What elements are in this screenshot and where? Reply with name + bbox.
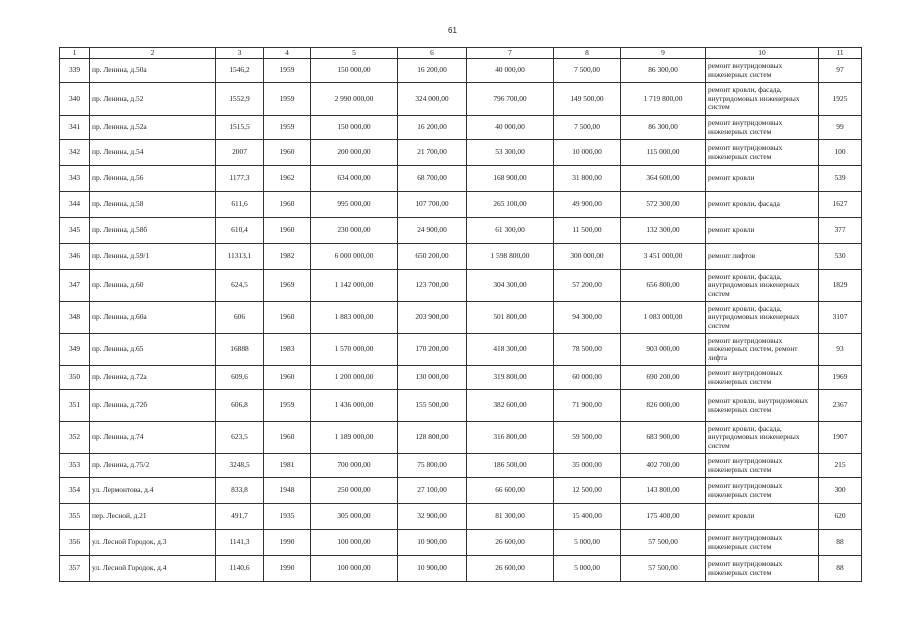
area-cell: 1140,6 (216, 556, 264, 582)
cost-col9-cell: 402 700,00 (621, 454, 706, 478)
cost-col7-cell: 382 600,00 (467, 390, 554, 422)
cost-col7-cell: 796 700,00 (467, 83, 554, 116)
work-type-cell: ремонт кровли (706, 504, 819, 530)
table-row (60, 422, 862, 454)
year-cell: 1960 (264, 192, 311, 218)
total-cost-cell: 150 000,00 (311, 59, 398, 83)
address-cell: пр. Ленина, д.50а (90, 59, 216, 83)
row-number-cell: 347 (60, 270, 90, 302)
address-cell: ул. Лесной Городок, д.4 (90, 556, 216, 582)
area-cell: 833,8 (216, 478, 264, 504)
address-cell: ул. Лермонтова, д.4 (90, 478, 216, 504)
year-cell: 1959 (264, 59, 311, 83)
header-cell-6: 6 (398, 48, 467, 59)
cost-col8-cell: 7 500,00 (554, 116, 621, 140)
work-type-cell: ремонт внутридомовых инженерных систем, ремонт лифта (706, 334, 819, 366)
total-cost-cell: 250 000,00 (311, 478, 398, 504)
total-cost-cell: 305 000,00 (311, 504, 398, 530)
area-cell: 609,6 (216, 366, 264, 390)
row-number-cell: 345 (60, 218, 90, 244)
cost-col6-cell: 123 700,00 (398, 270, 467, 302)
area-cell: 1546,2 (216, 59, 264, 83)
cost-col6-cell: 203 900,00 (398, 302, 467, 334)
table-row (60, 218, 862, 244)
cost-col7-cell: 40 000,00 (467, 116, 554, 140)
cost-col9-cell: 115 000,00 (621, 140, 706, 166)
header-cell-5: 5 (311, 48, 398, 59)
header-cell-2: 2 (90, 48, 216, 59)
year-cell: 1959 (264, 390, 311, 422)
col11-cell: 215 (819, 454, 862, 478)
total-cost-cell: 6 000 000,00 (311, 244, 398, 270)
row-number-cell: 352 (60, 422, 90, 454)
row-number-cell: 357 (60, 556, 90, 582)
area-cell: 1515,5 (216, 116, 264, 140)
address-cell: пр. Ленина, д.54 (90, 140, 216, 166)
header-cell-9: 9 (621, 48, 706, 59)
col11-cell: 300 (819, 478, 862, 504)
row-number-cell: 355 (60, 504, 90, 530)
col11-cell: 93 (819, 334, 862, 366)
area-cell: 624,5 (216, 270, 264, 302)
area-cell: 606,8 (216, 390, 264, 422)
cost-col9-cell: 3 451 000,00 (621, 244, 706, 270)
table-row (60, 116, 862, 140)
area-cell: 1141,3 (216, 530, 264, 556)
cost-col6-cell: 27 100,00 (398, 478, 467, 504)
col11-cell: 539 (819, 166, 862, 192)
header-cell-4: 4 (264, 48, 311, 59)
row-number-cell: 351 (60, 390, 90, 422)
col11-cell: 97 (819, 59, 862, 83)
col11-cell: 99 (819, 116, 862, 140)
total-cost-cell: 700 000,00 (311, 454, 398, 478)
table-row (60, 166, 862, 192)
cost-col7-cell: 81 300,00 (467, 504, 554, 530)
table-row (60, 192, 862, 218)
page-number: 61 (448, 26, 457, 35)
table-row (60, 334, 862, 366)
table-row (60, 454, 862, 478)
address-cell: пер. Лесной, д.21 (90, 504, 216, 530)
header-cell-8: 8 (554, 48, 621, 59)
cost-col8-cell: 12 500,00 (554, 478, 621, 504)
col11-cell: 377 (819, 218, 862, 244)
year-cell: 1935 (264, 504, 311, 530)
table-row (60, 556, 862, 582)
row-number-cell: 349 (60, 334, 90, 366)
cost-col9-cell: 57 500,00 (621, 556, 706, 582)
cost-col9-cell: 364 600,00 (621, 166, 706, 192)
table-row (60, 302, 862, 334)
year-cell: 1959 (264, 83, 311, 116)
total-cost-cell: 230 000,00 (311, 218, 398, 244)
cost-col8-cell: 49 900,00 (554, 192, 621, 218)
cost-col6-cell: 75 800,00 (398, 454, 467, 478)
work-type-cell: ремонт кровли, фасада (706, 192, 819, 218)
col11-cell: 100 (819, 140, 862, 166)
cost-col7-cell: 501 800,00 (467, 302, 554, 334)
row-number-cell: 340 (60, 83, 90, 116)
cost-col6-cell: 650 200,00 (398, 244, 467, 270)
total-cost-cell: 2 990 000,00 (311, 83, 398, 116)
cost-col7-cell: 40 000,00 (467, 59, 554, 83)
col11-cell: 620 (819, 504, 862, 530)
table-row (60, 504, 862, 530)
cost-col9-cell: 1 719 800,00 (621, 83, 706, 116)
year-cell: 1960 (264, 422, 311, 454)
total-cost-cell: 100 000,00 (311, 530, 398, 556)
total-cost-cell: 1 189 000,00 (311, 422, 398, 454)
address-cell: пр. Ленина, д.59/1 (90, 244, 216, 270)
cost-col8-cell: 5 000,00 (554, 556, 621, 582)
area-cell: 11313,1 (216, 244, 264, 270)
area-cell: 16888 (216, 334, 264, 366)
cost-col9-cell: 690 200,00 (621, 366, 706, 390)
col11-cell: 2367 (819, 390, 862, 422)
total-cost-cell: 634 000,00 (311, 166, 398, 192)
cost-col7-cell: 66 600,00 (467, 478, 554, 504)
cost-col8-cell: 11 500,00 (554, 218, 621, 244)
row-number-cell: 348 (60, 302, 90, 334)
cost-col7-cell: 186 500,00 (467, 454, 554, 478)
work-type-cell: ремонт внутридомовых инженерных систем (706, 140, 819, 166)
area-cell: 2007 (216, 140, 264, 166)
cost-col8-cell: 7 500,00 (554, 59, 621, 83)
work-type-cell: ремонт внутридомовых инженерных систем (706, 366, 819, 390)
cost-col7-cell: 265 100,00 (467, 192, 554, 218)
year-cell: 1969 (264, 270, 311, 302)
year-cell: 1990 (264, 556, 311, 582)
cost-col9-cell: 132 300,00 (621, 218, 706, 244)
area-cell: 611,6 (216, 192, 264, 218)
address-cell: пр. Ленина, д.72а (90, 366, 216, 390)
row-number-cell: 341 (60, 116, 90, 140)
col11-cell: 1907 (819, 422, 862, 454)
cost-col8-cell: 78 500,00 (554, 334, 621, 366)
total-cost-cell: 1 200 000,00 (311, 366, 398, 390)
total-cost-cell: 200 000,00 (311, 140, 398, 166)
table-row (60, 59, 862, 83)
header-row (60, 48, 862, 59)
cost-col6-cell: 324 000,00 (398, 83, 467, 116)
cost-col9-cell: 86 300,00 (621, 116, 706, 140)
address-cell: ул. Лесной Городок, д.3 (90, 530, 216, 556)
col11-cell: 1829 (819, 270, 862, 302)
year-cell: 1990 (264, 530, 311, 556)
cost-col6-cell: 16 200,00 (398, 59, 467, 83)
area-cell: 1552,9 (216, 83, 264, 116)
year-cell: 1982 (264, 244, 311, 270)
area-cell: 491,7 (216, 504, 264, 530)
cost-col9-cell: 86 300,00 (621, 59, 706, 83)
work-type-cell: ремонт кровли, фасада, внутридомовых инженерных систем (706, 302, 819, 334)
table-row (60, 390, 862, 422)
total-cost-cell: 1 142 000,00 (311, 270, 398, 302)
row-number-cell: 342 (60, 140, 90, 166)
row-number-cell: 354 (60, 478, 90, 504)
address-cell: пр. Ленина, д.56 (90, 166, 216, 192)
cost-col9-cell: 143 800,00 (621, 478, 706, 504)
address-cell: пр. Ленина, д.52 (90, 83, 216, 116)
cost-col7-cell: 319 800,00 (467, 366, 554, 390)
cost-col6-cell: 32 900,00 (398, 504, 467, 530)
cost-col6-cell: 130 000,00 (398, 366, 467, 390)
total-cost-cell: 1 570 000,00 (311, 334, 398, 366)
header-cell-11: 11 (819, 48, 862, 59)
year-cell: 1962 (264, 166, 311, 192)
cost-col6-cell: 68 700,00 (398, 166, 467, 192)
cost-col6-cell: 155 500,00 (398, 390, 467, 422)
work-type-cell: ремонт внутридомовых инженерных систем (706, 556, 819, 582)
header-cell-3: 3 (216, 48, 264, 59)
total-cost-cell: 995 000,00 (311, 192, 398, 218)
cost-col8-cell: 10 000,00 (554, 140, 621, 166)
address-cell: пр. Ленина, д.52а (90, 116, 216, 140)
table-row (60, 270, 862, 302)
area-cell: 606 (216, 302, 264, 334)
cost-col8-cell: 71 900,00 (554, 390, 621, 422)
cost-col8-cell: 31 800,00 (554, 166, 621, 192)
row-number-cell: 356 (60, 530, 90, 556)
col11-cell: 1925 (819, 83, 862, 116)
year-cell: 1948 (264, 478, 311, 504)
repair-table (59, 47, 862, 582)
cost-col7-cell: 1 598 800,00 (467, 244, 554, 270)
row-number-cell: 346 (60, 244, 90, 270)
year-cell: 1960 (264, 140, 311, 166)
cost-col8-cell: 59 500,00 (554, 422, 621, 454)
cost-col6-cell: 10 900,00 (398, 556, 467, 582)
address-cell: пр. Ленина, д.65 (90, 334, 216, 366)
cost-col9-cell: 572 300,00 (621, 192, 706, 218)
table-row (60, 140, 862, 166)
cost-col8-cell: 35 000,00 (554, 454, 621, 478)
cost-col7-cell: 26 600,00 (467, 556, 554, 582)
cost-col9-cell: 57 500,00 (621, 530, 706, 556)
col11-cell: 1627 (819, 192, 862, 218)
table-row (60, 478, 862, 504)
area-cell: 610,4 (216, 218, 264, 244)
area-cell: 1177,3 (216, 166, 264, 192)
row-number-cell: 344 (60, 192, 90, 218)
row-number-cell: 343 (60, 166, 90, 192)
work-type-cell: ремонт внутридомовых инженерных систем (706, 59, 819, 83)
work-type-cell: ремонт внутридомовых инженерных систем (706, 454, 819, 478)
cost-col8-cell: 5 000,00 (554, 530, 621, 556)
area-cell: 3248,5 (216, 454, 264, 478)
work-type-cell: ремонт кровли, внутридомовых инженерных систем (706, 390, 819, 422)
table-row (60, 530, 862, 556)
col11-cell: 1969 (819, 366, 862, 390)
cost-col8-cell: 94 300,00 (554, 302, 621, 334)
cost-col7-cell: 418 300,00 (467, 334, 554, 366)
cost-col6-cell: 128 800,00 (398, 422, 467, 454)
header-cell-1: 1 (60, 48, 90, 59)
address-cell: пр. Ленина, д.60а (90, 302, 216, 334)
cost-col7-cell: 53 300,00 (467, 140, 554, 166)
table-row (60, 366, 862, 390)
address-cell: пр. Ленина, д.58 (90, 192, 216, 218)
total-cost-cell: 150 000,00 (311, 116, 398, 140)
work-type-cell: ремонт лифтов (706, 244, 819, 270)
cost-col8-cell: 300 000,00 (554, 244, 621, 270)
work-type-cell: ремонт внутридомовых инженерных систем (706, 116, 819, 140)
cost-col6-cell: 16 200,00 (398, 116, 467, 140)
cost-col9-cell: 683 900,00 (621, 422, 706, 454)
cost-col8-cell: 149 500,00 (554, 83, 621, 116)
year-cell: 1981 (264, 454, 311, 478)
year-cell: 1983 (264, 334, 311, 366)
row-number-cell: 350 (60, 366, 90, 390)
col11-cell: 530 (819, 244, 862, 270)
address-cell: пр. Ленина, д.74 (90, 422, 216, 454)
col11-cell: 88 (819, 530, 862, 556)
cost-col6-cell: 24 900,00 (398, 218, 467, 244)
year-cell: 1960 (264, 218, 311, 244)
work-type-cell: ремонт кровли, фасада, внутридомовых инженерных систем (706, 422, 819, 454)
table-header (60, 48, 862, 59)
cost-col6-cell: 21 700,00 (398, 140, 467, 166)
cost-col7-cell: 304 300,00 (467, 270, 554, 302)
cost-col8-cell: 15 400,00 (554, 504, 621, 530)
work-type-cell: ремонт кровли (706, 166, 819, 192)
cost-col8-cell: 57 200,00 (554, 270, 621, 302)
year-cell: 1959 (264, 116, 311, 140)
work-type-cell: ремонт кровли, фасада, внутридомовых инженерных систем (706, 270, 819, 302)
table-row (60, 244, 862, 270)
total-cost-cell: 1 883 000,00 (311, 302, 398, 334)
cost-col9-cell: 656 800,00 (621, 270, 706, 302)
col11-cell: 3107 (819, 302, 862, 334)
total-cost-cell: 1 436 000,00 (311, 390, 398, 422)
table-body (60, 59, 862, 582)
cost-col6-cell: 10 900,00 (398, 530, 467, 556)
total-cost-cell: 100 000,00 (311, 556, 398, 582)
table-row (60, 83, 862, 116)
cost-col9-cell: 175 400,00 (621, 504, 706, 530)
header-cell-7: 7 (467, 48, 554, 59)
work-type-cell: ремонт кровли, фасада, внутридомовых инженерных систем (706, 83, 819, 116)
row-number-cell: 353 (60, 454, 90, 478)
cost-col8-cell: 60 000,00 (554, 366, 621, 390)
cost-col7-cell: 316 800,00 (467, 422, 554, 454)
year-cell: 1960 (264, 302, 311, 334)
work-type-cell: ремонт внутридомовых инженерных систем (706, 530, 819, 556)
cost-col7-cell: 168 900,00 (467, 166, 554, 192)
cost-col6-cell: 107 700,00 (398, 192, 467, 218)
cost-col9-cell: 1 083 000,00 (621, 302, 706, 334)
address-cell: пр. Ленина, д.58б (90, 218, 216, 244)
year-cell: 1960 (264, 366, 311, 390)
address-cell: пр. Ленина, д.72б (90, 390, 216, 422)
cost-col7-cell: 26 600,00 (467, 530, 554, 556)
row-number-cell: 339 (60, 59, 90, 83)
cost-col9-cell: 903 000,00 (621, 334, 706, 366)
cost-col6-cell: 170 200,00 (398, 334, 467, 366)
work-type-cell: ремонт кровли (706, 218, 819, 244)
cost-col7-cell: 61 300,00 (467, 218, 554, 244)
header-cell-10: 10 (706, 48, 819, 59)
col11-cell: 88 (819, 556, 862, 582)
work-type-cell: ремонт внутридомовых инженерных систем (706, 478, 819, 504)
address-cell: пр. Ленина, д.60 (90, 270, 216, 302)
address-cell: пр. Ленина, д.75/2 (90, 454, 216, 478)
area-cell: 623,5 (216, 422, 264, 454)
cost-col9-cell: 826 000,00 (621, 390, 706, 422)
